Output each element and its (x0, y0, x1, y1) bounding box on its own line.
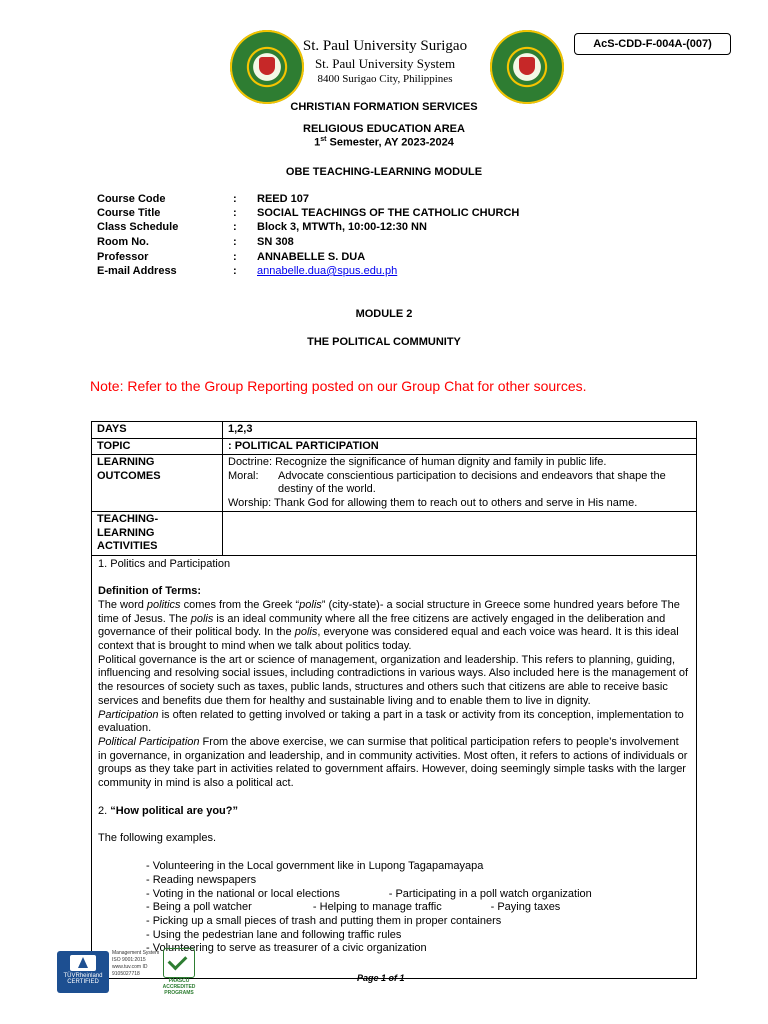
university-name: St. Paul University Surigao (302, 38, 468, 54)
semester-text: Semester, AY 2023-2024 (326, 136, 454, 149)
topic-label: TOPIC (92, 438, 223, 455)
examples-intro: The following examples. (98, 832, 217, 845)
list-item: - Using the pedestrian lane and following traffic rules (146, 928, 402, 941)
info-label: Class Schedule (97, 221, 179, 233)
university-header (270, 38, 500, 85)
label-line: TEACHING- (97, 513, 159, 525)
lo-moral (228, 470, 691, 497)
university-address: 8400 Surigao City, Philippines (317, 73, 453, 85)
days-label: DAYS (92, 422, 223, 439)
info-label: Room No. (97, 236, 149, 248)
days-value: 1,2,3 (223, 422, 697, 439)
module-content (92, 555, 697, 978)
paascu-label: PAASCU ACCREDITED PROGRAMS (162, 978, 196, 996)
label-line: OUTCOMES (97, 469, 161, 482)
module-type-title: OBE TEACHING-LEARNING MODULE (285, 166, 483, 178)
table-row (92, 455, 697, 512)
area-title: RELIGIOUS EDUCATION AREA (303, 123, 465, 135)
table-row (92, 422, 697, 439)
list-item: - Reading newspapers (146, 873, 257, 886)
list-item: - Picking up a small pieces of trash and putting them in proper containers (146, 914, 502, 927)
table-row (92, 555, 697, 978)
label-line: LEARNING (97, 526, 155, 539)
info-value: ANNABELLE S. DUA (257, 251, 366, 263)
lo-moral-text: Advocate conscientious participation to decisions and endeavors that shape the destiny of the world. (278, 469, 666, 495)
list-item: - Being a poll watcher - Helping to manage traffic - Paying taxes (146, 901, 561, 914)
tla-label (92, 512, 223, 556)
tla-value (223, 512, 697, 556)
paragraph-political-participation: Political Participation From the above exercise, we can surmise that political participation refers to people’s involvement in governance, in organization and leadership, and in community activities. Most often, it refers to actions of individuals or groups as they take part in activities related to government affairs. However, doing seemingly simple tasks with the larger community in mind is also a political act. (98, 735, 688, 790)
module-title: THE POLITICAL COMMUNITY (307, 336, 461, 348)
info-colon: : (233, 193, 237, 205)
tuv-side-text: Management System ISO 9001:2015 www.tuv.com ID 9105027718 (112, 950, 160, 977)
note-text: Note: Refer to the Group Reporting posted on our Group Chat for other sources. (90, 378, 587, 394)
module-number: MODULE 2 (355, 308, 413, 320)
info-label: Professor (97, 251, 149, 263)
info-colon: : (233, 236, 237, 248)
info-label: Course Title (97, 207, 161, 219)
examples-list (98, 860, 690, 956)
lo-doctrine: Doctrine: Recognize the significance of human dignity and family in public life. (228, 456, 607, 468)
list-item: - Volunteering in the Local government like in Lupong Tagapamayapa (146, 860, 484, 873)
lo-moral-tag: Moral: (228, 469, 259, 482)
info-colon: : (233, 207, 237, 219)
paragraph-governance: Political governance is the art or science of management, organization and leadership. This refers to planning, guiding, influencing and resolving social issues, including contradictions in various ways. Also included here is the management of the resources of society such as taxes, public lands, structures and others such that citizens are able to receive basic services and benefits due them for healthy and sustainable living and to enable them to live in dignity. (98, 653, 689, 707)
section-heading-2: 2. “How political are you?” (98, 804, 238, 817)
paragraph-politics: The word politics comes from the Greek “polis” (city-state)- a social structure in Greece some hundred years before The time of Jesus. The polis is an ideal community where all the free citizens are actively engaged in the deliberation and governance of their political body. In the polis, everyone was considered equal and each voice was heard. It is this ideal context that is brought to mind when we talk about politics today. (98, 598, 680, 653)
table-row (92, 438, 697, 455)
university-seal-right (490, 30, 564, 104)
info-value: REED 107 (257, 193, 309, 205)
tuv-triangle-icon (70, 955, 96, 971)
semester-number: 1 (314, 136, 321, 149)
module-table (91, 421, 697, 979)
learning-outcomes-value (223, 455, 697, 512)
label-line: ACTIVITIES (97, 540, 158, 552)
learning-outcomes-label (92, 455, 223, 512)
paragraph-participation: Participation is often related to getting involved or taking a part in a task or activity from its conception, implementation to evaluation. (98, 708, 684, 735)
university-system: St. Paul University System (314, 56, 456, 71)
section-heading: 1. Politics and Participation (98, 557, 231, 570)
info-value: SOCIAL TEACHINGS OF THE CATHOLIC CHURCH (257, 207, 520, 219)
form-code: AcS-CDD-F-004A-(007) (574, 33, 731, 55)
info-value: Block 3, MTWTh, 10:00-12:30 NN (257, 221, 427, 233)
topic-value: : POLITICAL PARTICIPATION (223, 438, 697, 455)
office-title: CHRISTIAN FORMATION SERVICES (290, 101, 478, 113)
list-item: - Volunteering to serve as treasurer of a civic organization (146, 942, 427, 955)
email-link[interactable]: annabelle.dua@spus.edu.ph (257, 265, 398, 277)
info-label: Course Code (97, 193, 166, 205)
info-colon: : (233, 251, 237, 263)
info-colon: : (233, 265, 237, 277)
info-value: SN 308 (257, 236, 294, 248)
tuv-certified-logo: TÜVRheinland CERTIFIED (57, 951, 109, 993)
table-row (92, 512, 697, 556)
page-number: Page 1 of 1 (357, 973, 405, 983)
info-label: E-mail Address (97, 265, 177, 277)
info-colon: : (233, 221, 237, 233)
paascu-check-icon (163, 948, 195, 978)
semester-suffix: st (320, 136, 327, 143)
lo-worship: Worship: Thank God for allowing them to reach out to others and serve in His name. (228, 496, 638, 509)
list-item: - Voting in the national or local elections - Participating in a poll watch organization (146, 887, 592, 900)
label-line: LEARNING (97, 456, 155, 468)
semester-title (0, 136, 768, 149)
definition-heading: Definition of Terms: (98, 585, 202, 598)
